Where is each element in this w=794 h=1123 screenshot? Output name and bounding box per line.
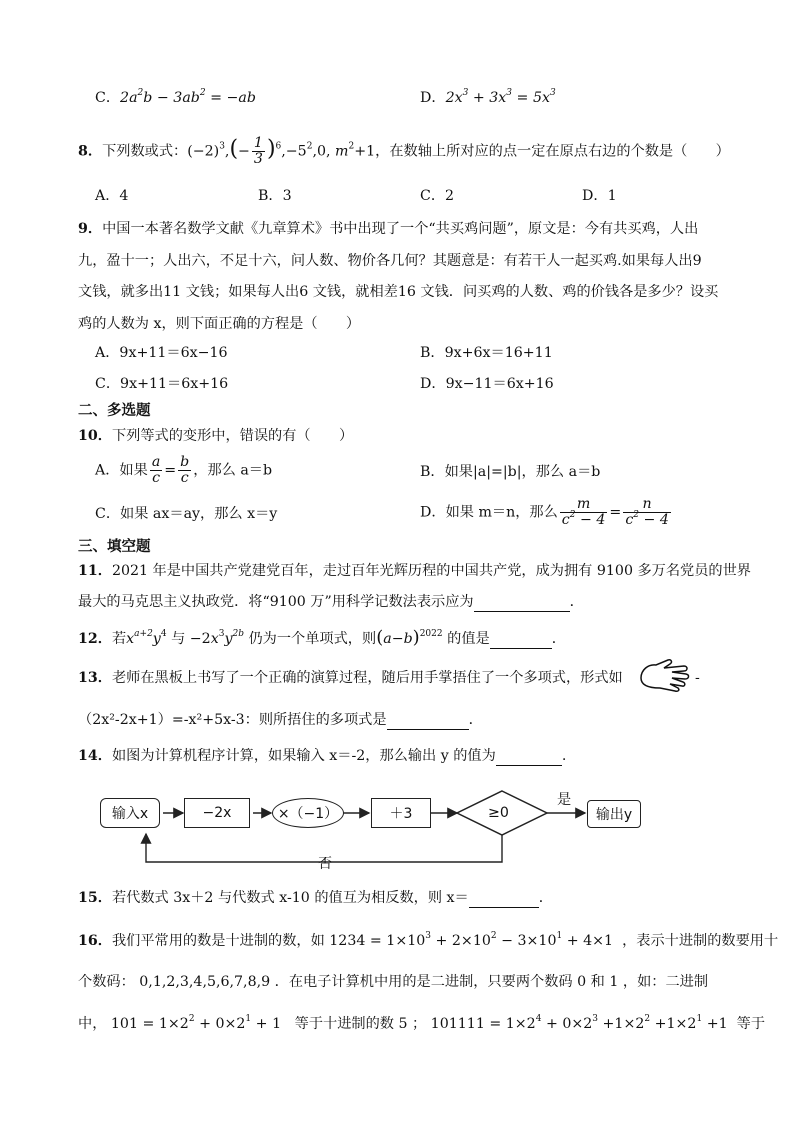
q10-option-b: B．如果|a|=|b|，那么 a＝b [420, 464, 601, 480]
question-9-line-4: 鸡的人数为 x，则下面正确的方程是（ ） [78, 316, 361, 332]
q8-option-a: A．4 [95, 188, 129, 204]
question-11-line-2: 最大的马克思主义执政党．将“9100 万”用科学记数法表示应为 ． [78, 594, 584, 610]
flowchart-condition: ≥0 [488, 805, 509, 821]
question-16-line-3: 中， $101 = 1\times 2^2 + 0\times 2^1 + 1$ 等于十进制的数 5 ； $101111 = 1\times 2^4 + 0\times 2^3 +1\times 2^2 +1\times 2^1 +1$ 等于 [78, 1014, 766, 1032]
q9-option-a: A．9x+11＝6x−16 [95, 345, 228, 361]
answer-blank[interactable] [387, 713, 469, 730]
q9-option-b: B．9x+6x＝16+11 [420, 345, 553, 361]
question-14: 14．如图为计算机程序计算，如果输入 x＝-2，那么输出 y 的值为 . [78, 748, 567, 764]
question-16-line-1: 16．我们平常用的数是十进制的数，如 $1234 = 1\times 10^3 + 2\times 10^2 - 3\times 10^1 + 4\times 1$ ，表示十进制的数要用十 [78, 931, 779, 949]
section-multi-choice-heading: 二、多选题 [78, 403, 151, 419]
section-fill-blank-heading: 三、填空题 [78, 539, 151, 555]
flowchart-step-plus3: ＋3 [371, 798, 431, 828]
flowchart-step-times-neg1: ×（−1） [272, 798, 344, 828]
question-9-line-2: 九，盈十一；人出六，不足十六，问人数、物价各几何？其题意是：有若干人一起买鸡.如果每人出9 [78, 253, 702, 269]
question-12: 12．若$x^{a+2}y^4$ 与 $-2x^3y^{2b}$ 仍为一个单项式，则$(a-b)^{2022}$ 的值是 ． [78, 627, 566, 648]
answer-blank[interactable] [496, 749, 562, 766]
answer-blank[interactable] [474, 595, 570, 612]
q7-option-c: C．$2a^2b - 3ab^2 = -ab$ [95, 88, 256, 106]
question-16-line-2: 个数码： 0,1,2,3,4,5,6,7,8,9 ．在电子计算机中用的是二进制，只要两个数码 0 和 1 ，如：二进制 [78, 974, 709, 990]
flowchart-no-label: 否 [318, 856, 333, 872]
question-8: 8．下列数或式：$(-2)^3,(-$ $\frac{1}{3}$ )$^6,-5^2,0$, $m^2+1$，在数轴上所对应的点一定在原点右边的个数是（ ） [78, 135, 730, 167]
question-10: 10．下列等式的变形中，错误的有（ ） [78, 428, 354, 444]
q8-option-c: C．2 [420, 188, 455, 204]
q8-option-d: D．1 [582, 188, 617, 204]
q9-option-d: D．9x−11＝6x+16 [420, 376, 554, 392]
hand-icon [638, 656, 690, 696]
flowchart-step-multiply-neg2x: −2x [184, 798, 250, 828]
question-11-line-1: 11．2021 年是中国共产党建党百年，走过百年光辉历程的中国共产党，成为拥有 9100 多万名党员的世界 [78, 563, 751, 579]
q7-option-d: D．$2x^3 + 3x^3 = 5x^3$ [420, 88, 556, 106]
q10-option-d: D．如果 m＝n，那么 $\frac{m}{c^2 - 4}$ = $\frac{n}{c^2 - 4}$ [420, 496, 669, 528]
question-9-line-1: 9．中国一本著名数学文献《九章算术》书中出现了一个“共买鸡问题”，原文是：今有共买鸡，人出 [78, 221, 699, 237]
answer-blank[interactable] [469, 891, 539, 908]
question-13-line-2: （2x²-2x+1）=-x²+5x-3：则所捂住的多项式是 ． [78, 712, 483, 728]
q10-option-a: A．如果 $\frac{a}{c}$ = $\frac{b}{c}$ ，那么 a＝b [95, 454, 273, 486]
question-13-line-1: 13．老师在黑板上书写了一个正确的演算过程，随后用手掌捂住了一个多项式，形式如 [78, 670, 623, 686]
minus-sign: - [695, 670, 700, 686]
q9-option-c: C．9x+11＝6x+16 [95, 376, 229, 392]
q10-option-c: C．如果 ax＝ay，那么 x＝y [95, 506, 278, 522]
question-15: 15．若代数式 3x＋2 与代数式 x-10 的值互为相反数，则 x＝ ． [78, 890, 553, 906]
flowchart-yes-label: 是 [557, 792, 572, 808]
q8-option-b: B．3 [258, 188, 292, 204]
flowchart-input: 输入x [100, 798, 160, 828]
flowchart-output: 输出y [587, 800, 641, 828]
question-9-line-3: 文钱，就多出11 文钱；如果每人出6 文钱，就相差16 文钱．问买鸡的人数、鸡的价钱各是多少？设买 [78, 284, 719, 300]
answer-blank[interactable] [490, 632, 552, 649]
